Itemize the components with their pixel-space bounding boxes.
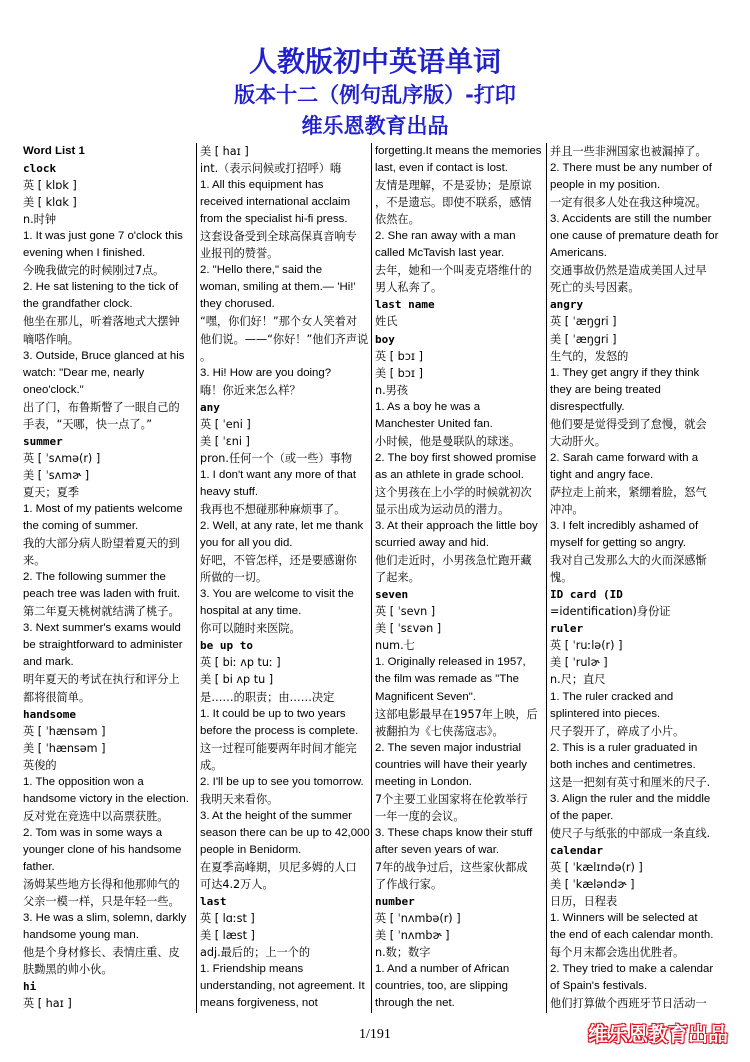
example-sentence-line: 2. He sat listening to the tick of	[23, 281, 179, 294]
definition-line: 交通事故仍然是造成美国人过早	[550, 264, 707, 278]
example-sentence-line: 2. They tried to make a calendar	[550, 963, 714, 976]
example-sentence-line: 3. Accidents are still the number	[550, 213, 712, 226]
example-sentence-line: of the paper.	[550, 809, 614, 822]
example-sentence-line: handsome victory in the election.	[23, 792, 189, 805]
example-sentence-line: meeting in London.	[375, 775, 472, 788]
definition-line: 我对自己发那么大的火而深感惭	[550, 554, 707, 568]
example-sentence-line: 3. At their approach the little boy	[375, 520, 538, 533]
example-sentence-line: 3. You are welcome to visit the	[200, 588, 354, 601]
example-sentence-line: 2. "Hello there," said the	[200, 264, 323, 277]
headword: be up to	[200, 639, 253, 653]
definition-line: 美 [ ˈsʌmɚ ]	[23, 468, 90, 482]
example-sentence-line: the film was remade as "The	[375, 673, 519, 686]
page-subtitle: 版本十二（例句乱序版）-打印	[234, 83, 516, 107]
example-sentence-line: myself for getting so angry.	[550, 537, 686, 550]
definition-line: 所做的一切。	[200, 571, 268, 585]
headword: last	[200, 895, 227, 909]
page-number: 1/191	[359, 1027, 391, 1042]
example-sentence-line: 2. The seven major industrial	[375, 741, 522, 754]
example-sentence-line: be straightforward to administer	[23, 639, 183, 652]
example-sentence-line: 2. Sarah came forward with a	[550, 451, 699, 464]
example-sentence-line: woman, smiling at them.— 'Hi!'	[200, 281, 356, 294]
definition-line: 尺子裂开了，碎成了小片。	[550, 724, 685, 738]
page-title: 人教版初中英语单词	[248, 45, 501, 78]
definition-line: 他们要是觉得受到了怠慢，就会	[550, 417, 707, 431]
example-sentence-line: 1. Most of my patients welcome	[23, 502, 183, 515]
example-sentence-line: 1. They get angry if they think	[550, 366, 700, 379]
definition-line: 这一过程可能要两年时间才能完	[200, 741, 357, 755]
headword: handsome	[23, 707, 76, 721]
example-sentence-line: 3. Hi! How are you doing?	[200, 366, 332, 379]
definition-line: 他坐在那儿，听着落地式大摆钟	[23, 315, 180, 329]
example-sentence-line: Magnificent Seven".	[375, 690, 476, 703]
definition-line: 来。	[23, 554, 46, 568]
definition-line: 友情是理解，不是妥协；是原谅	[375, 179, 532, 193]
definition-line: 一定有很多人处在我这种境况。	[550, 196, 707, 210]
definition-line: n.尺；直尺	[550, 673, 606, 687]
definition-line: 父亲一模一样，只是年轻一些。	[23, 895, 180, 909]
definition-line: 手表，“天哪，快一点了。”	[23, 417, 153, 431]
example-sentence-line: countries will have their yearly	[375, 758, 527, 771]
example-sentence-line: 3. Align the ruler and the middle	[550, 792, 711, 805]
definition-line: 英 [ ˈnʌmbə(r) ]	[375, 912, 461, 926]
headword: hi	[23, 980, 37, 994]
example-sentence-line: the end of each calendar month.	[550, 929, 714, 942]
example-sentence-line: 2. The following summer the	[23, 571, 166, 584]
definition-line: 男人私奔了。	[375, 281, 443, 295]
example-sentence-line: 2. There must be any number of	[550, 162, 712, 175]
definition-line: 业报刊的赞誉。	[200, 247, 279, 261]
definition-line: 肤黝黑的帅小伙。	[23, 963, 113, 977]
example-sentence-line: oneo'clock."	[23, 383, 84, 396]
example-sentence-line: 2. The boy first showed promise	[375, 451, 537, 464]
headword: angry	[550, 298, 584, 312]
definition-line: 他们说。——“你好！”他们齐声说	[200, 332, 369, 346]
example-sentence-line: after seven years of war.	[375, 843, 500, 856]
definition-line: 美 [ ˈnʌmbɚ ]	[375, 929, 450, 943]
definition-line: 出了门，布鲁斯瞥了一眼自己的	[23, 400, 180, 414]
example-sentence-line: people in Benidorm.	[200, 843, 302, 856]
definition-line: 美 [ klɑk ]	[23, 196, 77, 210]
headword: boy	[375, 332, 395, 346]
definition-line: 英 [ ˈæŋgri ]	[550, 315, 617, 329]
definition-line: 英 [ ˈruːlə(r) ]	[550, 639, 623, 653]
example-sentence-line: the coming of summer.	[23, 520, 139, 533]
column-2	[200, 143, 372, 1013]
definition-line: 美 [ bi ʌp tu ]	[200, 673, 274, 687]
definition-line: 美 [ ˈhænsəm ]	[23, 741, 106, 755]
definition-line: 好吧，不管怎样，还是要感谢你	[200, 554, 357, 568]
definition-line: 萨拉走上前来，紧绷着脸，怒气	[550, 485, 707, 499]
definition-line: 美 [ haɪ ]	[200, 145, 249, 158]
definition-line: 英 [ ˈkælɪndə(r) ]	[550, 860, 643, 874]
definition-line: 嘀嗒作响。	[23, 332, 79, 346]
example-sentence-line: 1. It could be up to two years	[200, 707, 346, 720]
definition-line: 汤姆某些地方长得和他那帅气的	[23, 878, 180, 892]
definition-line: 。	[200, 349, 212, 363]
example-sentence-line: one cause of premature death for	[550, 230, 719, 243]
headword: seven	[375, 588, 409, 602]
definition-line: 被翻拍为《七侠荡寇志》。	[375, 724, 504, 738]
example-sentence-line: 1. Winners will be selected at	[550, 912, 698, 925]
example-sentence-line: countries, too, are slipping	[375, 980, 508, 993]
headword: calendar	[550, 843, 603, 857]
definition-line: 可达4.2万人。	[200, 878, 274, 892]
definition-line: 这部电影最早在1957年上映，后	[375, 707, 538, 721]
example-sentence-line: 3. Next summer's exams would	[23, 622, 181, 635]
column-divider	[196, 143, 197, 1013]
publisher-watermark: 维乐恩教育出品	[588, 1022, 728, 1046]
example-sentence-line: 1. All this equipment has	[200, 179, 324, 192]
example-sentence-line: understanding, not agreement. It	[200, 980, 365, 993]
example-sentence-line: they are being treated	[550, 383, 661, 396]
example-sentence-line: younger clone of his handsome	[23, 843, 182, 856]
definition-line: ，不是遗忘。即使不联系，感情	[375, 196, 532, 210]
definition-line: 英 [ ˈsʌmə(r) ]	[23, 451, 101, 465]
definition-line: 今晚我做完的时候刚过7点。	[23, 264, 165, 278]
example-sentence-line: disrespectfully.	[550, 400, 625, 413]
definition-line: 在夏季高峰期，贝尼多姆的人口	[200, 860, 357, 874]
headword: ruler	[550, 622, 584, 636]
definition-line: 美 [ ˈrulɚ ]	[550, 656, 608, 670]
example-sentence-line: scurried away and hid.	[375, 537, 489, 550]
example-sentence-line: season there can be up to 42,000	[200, 826, 370, 839]
example-sentence-line: means forgiveness, not	[200, 997, 318, 1010]
definition-line: int.（表示问候或打招呼）嗨	[200, 162, 342, 176]
example-sentence-line: both inches and centimetres.	[550, 758, 696, 771]
definition-line: 了起来。	[375, 571, 420, 585]
definition-line: 都将很简单。	[23, 690, 91, 704]
example-sentence-line: 3. I felt incredibly ashamed of	[550, 520, 699, 533]
example-sentence-line: watch: "Dear me, nearly	[23, 366, 145, 379]
example-sentence-line: 1. The opposition won a	[23, 775, 144, 788]
example-sentence-line: you for all you did.	[200, 537, 293, 550]
word-list-columns	[23, 143, 728, 1013]
definition-line: “嘿，你们好！”那个女人笑着对	[200, 315, 358, 329]
example-sentence-line: called McTavish last year.	[375, 247, 505, 260]
definition-line: 反对党在竞选中以高票获胜。	[23, 809, 169, 823]
example-sentence-line: of Spain's festivals.	[550, 980, 648, 993]
example-sentence-line: 3. He was a slim, solemn, darkly	[23, 912, 187, 925]
definition-line: 英 [ lɑːst ]	[200, 912, 255, 926]
definition-line: 大动肝火。	[550, 434, 606, 448]
definition-line: adj.最后的；上一个的	[200, 946, 311, 960]
headword: ID card (ID	[550, 588, 623, 602]
definition-line: 美 [ ˈæŋgri ]	[550, 332, 617, 346]
definition-line: 英 [ klɒk ]	[23, 179, 77, 193]
column-4	[550, 143, 722, 1013]
definition-line: 了作战行家。	[375, 878, 443, 892]
definition-line: 英俊的	[23, 758, 57, 772]
definition-line: 英 [ haɪ ]	[23, 997, 72, 1011]
definition-line: 英 [ biː ʌp tuː ]	[200, 656, 281, 670]
example-sentence-line: tight and angry face.	[550, 468, 654, 481]
headword: last name	[375, 298, 435, 312]
definition-line: 他们打算做个西班牙节日活动一	[550, 997, 707, 1011]
definition-line: =identification)身份证	[550, 605, 671, 619]
definition-line: 依然在。	[375, 213, 420, 227]
example-sentence-line: 3. At the height of the summer	[200, 809, 352, 822]
example-sentence-line: Americans.	[550, 247, 607, 260]
example-sentence-line: father.	[23, 860, 55, 873]
definition-line: 我再也不想碰那种麻烦事了。	[200, 502, 346, 516]
definition-line: 去年，她和一个叫麦克塔维什的	[375, 264, 532, 278]
example-sentence-line: heavy stuff.	[200, 485, 259, 498]
definition-line: 每个月末都会选出优胜者。	[550, 946, 685, 960]
headword: clock	[23, 162, 57, 176]
definition-line: 小时候，他是曼联队的球迷。	[375, 434, 521, 448]
definition-line: 美 [ læst ]	[200, 929, 255, 943]
example-sentence-line: handsome young man.	[23, 929, 139, 942]
example-sentence-line: and mark.	[23, 656, 74, 669]
definition-line: 英 [ ˈhænsəm ]	[23, 724, 106, 738]
definition-line: n.数；数字	[375, 946, 431, 960]
definition-line: 美 [ ˈkæləndɚ ]	[550, 878, 635, 892]
example-sentence-line: Manchester United fan.	[375, 417, 493, 430]
example-sentence-line: splintered into pieces.	[550, 707, 661, 720]
definition-line: 成。	[200, 758, 223, 772]
definition-line: 我明天来看你。	[200, 792, 279, 806]
definition-line: 这个男孩在上小学的时候就初次	[375, 485, 532, 499]
definition-line: 他们走近时，小男孩急忙跑开藏	[375, 554, 532, 568]
example-sentence-line: 3. Outside, Bruce glanced at his	[23, 349, 185, 362]
definition-line: 夏天；夏季	[23, 485, 79, 499]
definition-line: 英 [ ˈsevn ]	[375, 605, 436, 619]
example-sentence-line: 1. The ruler cracked and	[550, 690, 674, 703]
column-1	[23, 143, 195, 1013]
example-sentence-line: through the net.	[375, 997, 455, 1010]
example-sentence-line: they chorused.	[200, 298, 275, 311]
definition-line: 日历，日程表	[550, 895, 618, 909]
example-sentence-line: before the process is complete.	[200, 724, 359, 737]
example-sentence-line: 1. Originally released in 1957,	[375, 656, 526, 669]
definition-line: pron.任何一个（或一些）事物	[200, 451, 353, 465]
definition-line: 生气的，发怒的	[550, 349, 629, 363]
headword: summer	[23, 434, 63, 448]
example-sentence-line: 1. As a boy he was a	[375, 400, 481, 413]
definition-line: 我的大部分病人盼望着夏天的到	[23, 537, 180, 551]
example-sentence-line: hospital at any time.	[200, 605, 302, 618]
definition-line: 英 [ ˈeni ]	[200, 417, 251, 431]
headword: any	[200, 400, 220, 414]
example-sentence-line: evening when I finished.	[23, 247, 146, 260]
example-sentence-line: people in my position.	[550, 179, 661, 192]
headword: number	[375, 895, 415, 909]
example-sentence-line: 2. I'll be up to see you tomorrow.	[200, 775, 364, 788]
definition-line: 你可以随时来医院。	[200, 622, 301, 636]
example-sentence-line: from the specialist hi-fi press.	[200, 213, 348, 226]
example-sentence-line: 2. This is a ruler graduated in	[550, 741, 698, 754]
example-sentence-line: 1. Friendship means	[200, 963, 304, 976]
example-sentence-line: forgetting.It means the memories	[375, 145, 542, 157]
example-sentence-line: 2. Well, at any rate, let me thank	[200, 520, 364, 533]
example-sentence-line: received international acclaim	[200, 196, 351, 209]
example-sentence-line: 1. I don't want any more of that	[200, 468, 357, 481]
example-sentence-line: 1. It was just gone 7 o'clock this	[23, 230, 183, 243]
definition-line: 这套设备受到全球高保真音响专	[200, 230, 357, 244]
definition-line: 姓氏	[375, 315, 398, 329]
example-sentence-line: 1. And a number of African	[375, 963, 510, 976]
definition-line: num.七	[375, 639, 415, 653]
example-sentence-line: 2. She ran away with a man	[375, 230, 516, 243]
definition-line: n.男孩	[375, 383, 409, 397]
definition-line: 7个主要工业国家将在伦敦举行	[375, 792, 528, 806]
example-sentence-line: the grandfather clock.	[23, 298, 133, 311]
definition-line: 第二年夏天桃树就结满了桃子。	[23, 605, 180, 619]
definition-line: 愧。	[550, 571, 573, 585]
definition-line: 英 [ bɔɪ ]	[375, 349, 423, 363]
definition-line: 使尺子与纸张的中部成一条直线.	[550, 826, 711, 840]
definition-line: 7年的战争过后，这些家伙都成	[375, 860, 528, 874]
example-sentence-line: 2. Tom was in some ways a	[23, 826, 163, 839]
definition-line: 美 [ bɔɪ ]	[375, 366, 423, 380]
example-sentence-line: 3. These chaps know their stuff	[375, 826, 533, 839]
example-sentence-line: peach tree was laden with fruit.	[23, 588, 181, 601]
definition-line: 死亡的头号因素。	[550, 281, 640, 295]
definition-line: 他是个身材修长、表情庄重、皮	[23, 946, 180, 960]
publisher-line: 维乐恩教育出品	[301, 114, 449, 138]
example-sentence-line: last, even if contact is lost.	[375, 162, 508, 175]
definition-line: 美 [ ˈsɛvən ]	[375, 622, 442, 636]
definition-line: 嗨！你近来怎么样？	[200, 383, 301, 397]
example-sentence-line: as an athlete in grade school.	[375, 468, 524, 481]
definition-line: n.时钟	[23, 213, 57, 227]
definition-line: 美 [ ˈɛni ]	[200, 434, 250, 448]
definition-line: 是……的职责；由……决定	[200, 690, 335, 704]
definition-line: 并且一些非洲国家也被漏掉了。	[550, 145, 707, 158]
definition-line: 冲冲。	[550, 502, 584, 516]
column-3	[375, 143, 547, 1013]
definition-line: 这是一把刻有英寸和厘米的尺子.	[550, 775, 711, 789]
word-list-heading: Word List 1	[23, 145, 85, 157]
definition-line: 显示出成为运动员的潜力。	[375, 502, 510, 516]
definition-line: 一年一度的会议。	[375, 809, 465, 823]
definition-line: 明年夏天的考试在执行和评分上	[23, 673, 180, 687]
